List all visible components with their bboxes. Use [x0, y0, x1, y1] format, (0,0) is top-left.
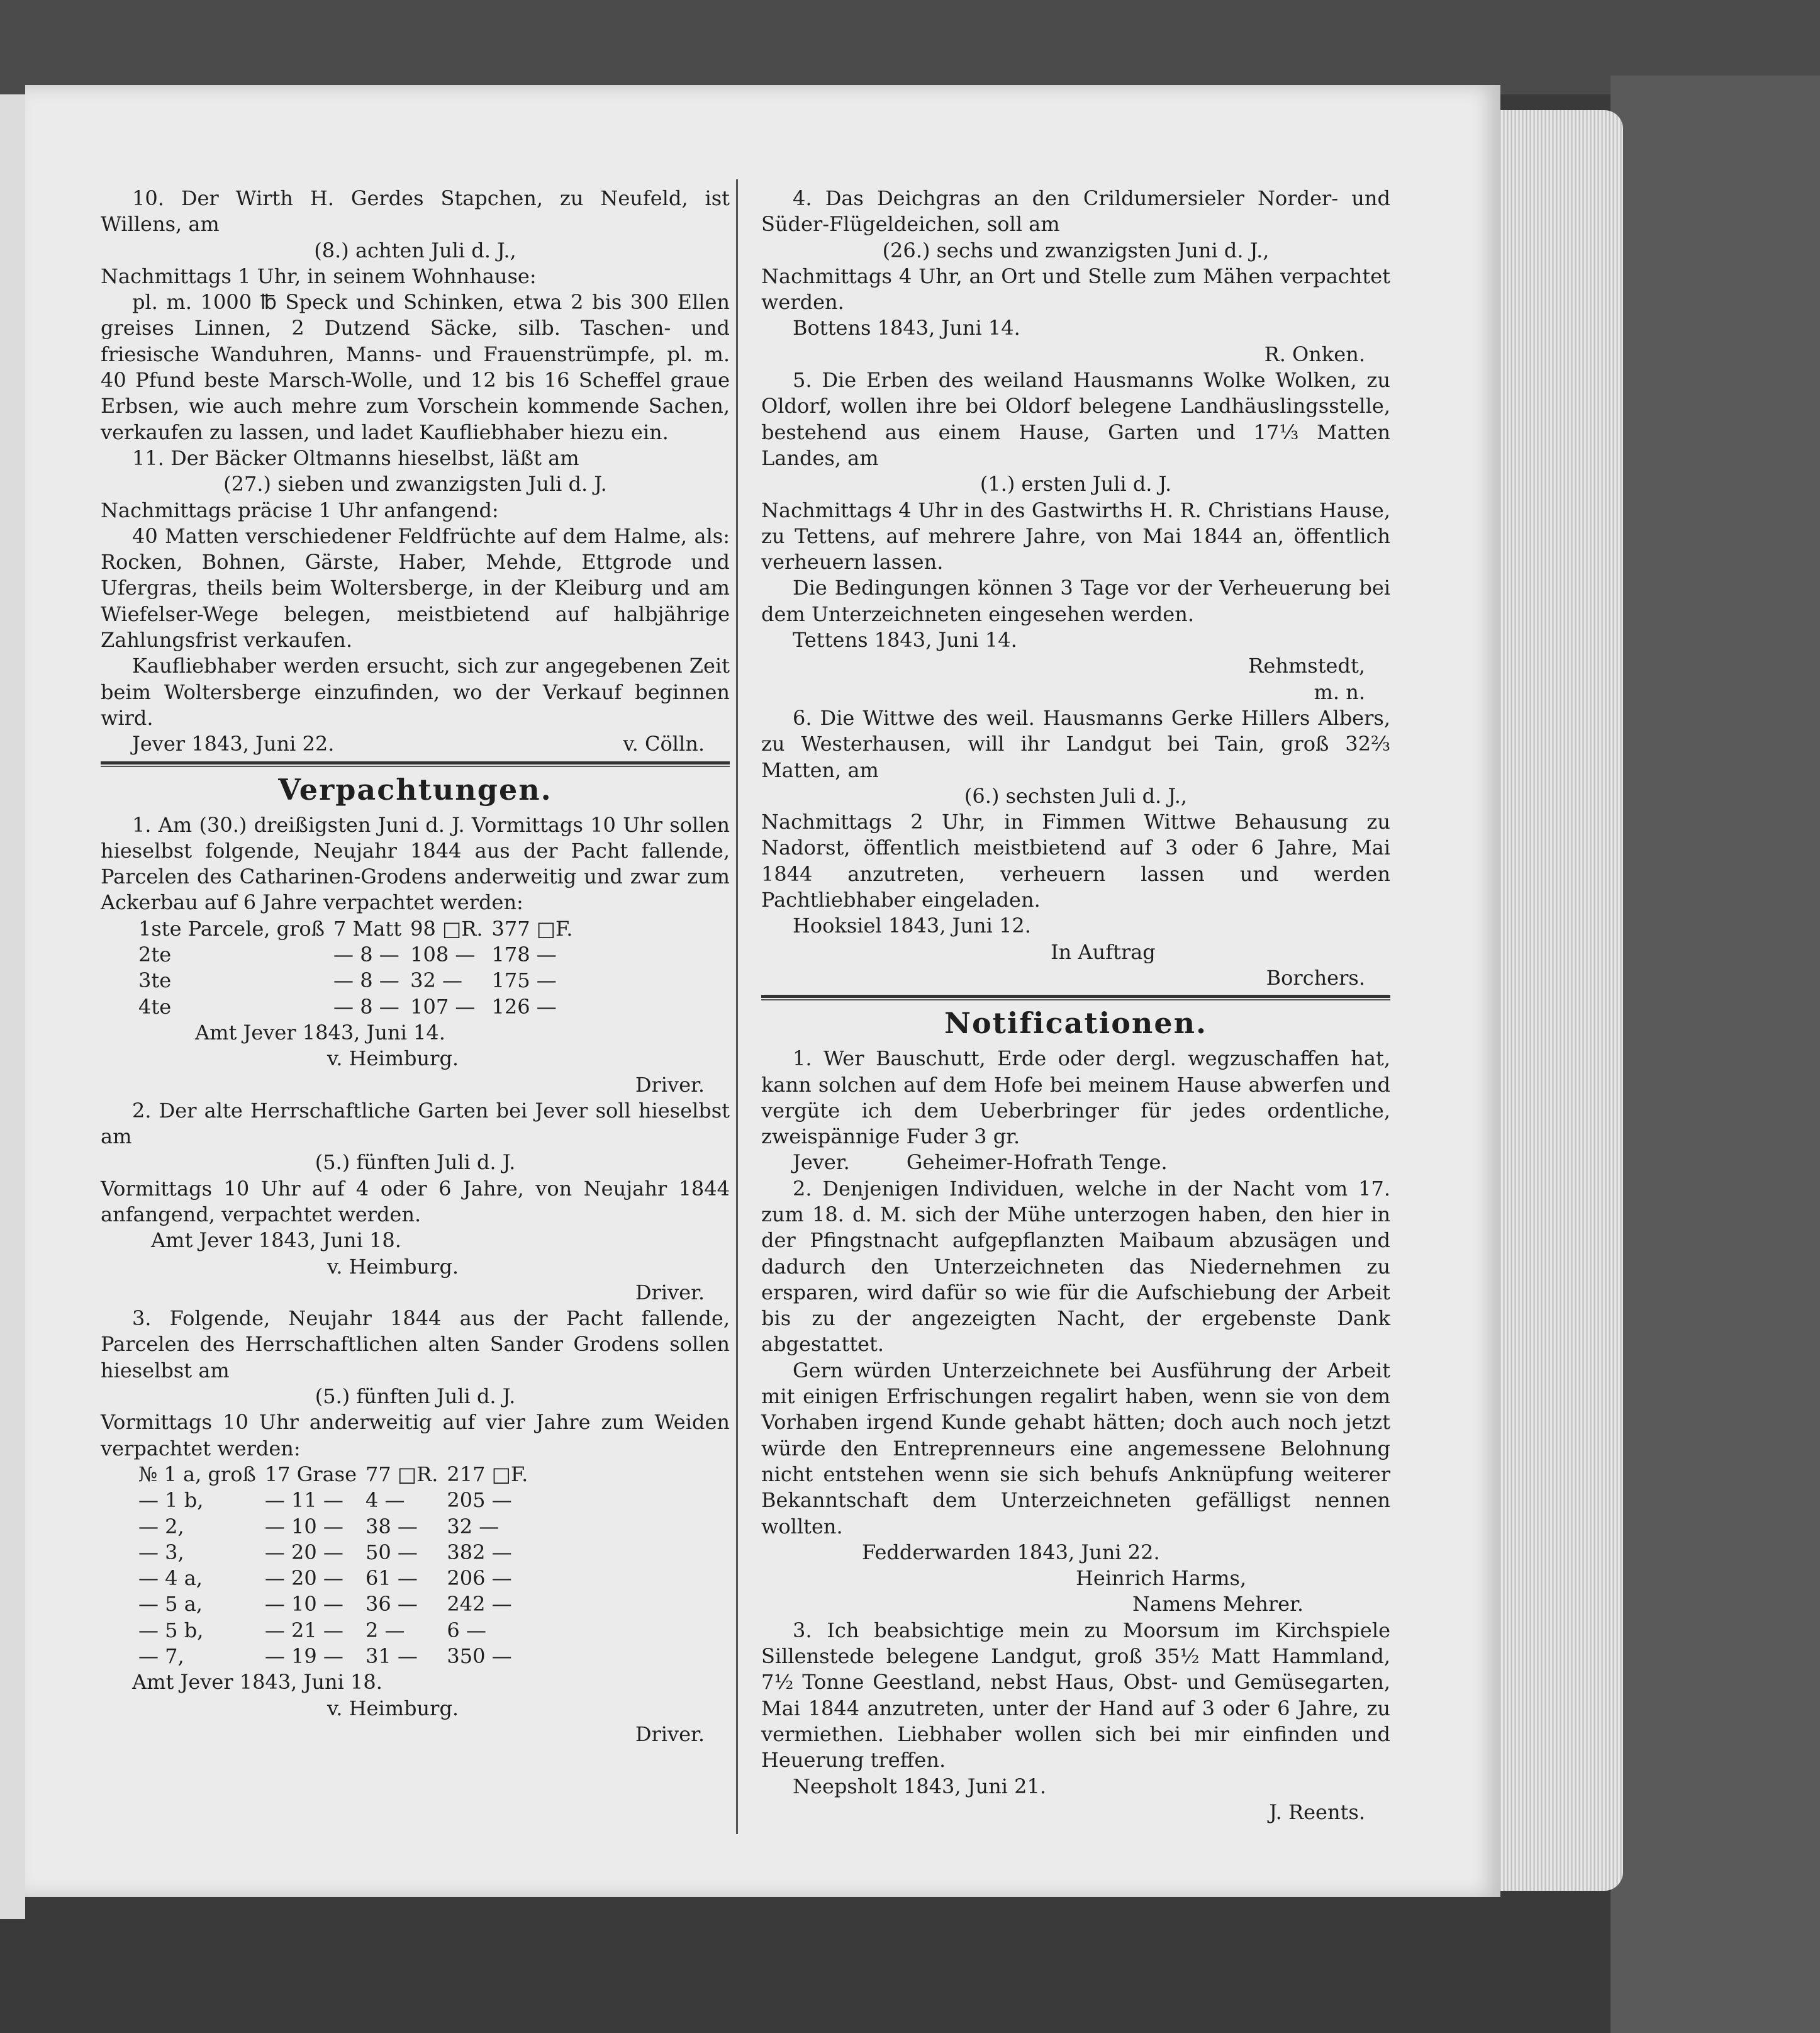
lease-3-parcel-cell: — 5 a, [138, 1592, 203, 1616]
lease-5-body: Nachmittags 4 Uhr in des Gastwirths H. R. Christians Hause, zu Tettens, auf mehrere Jahre, von Mai 1844 an, öffentlich verheuern lassen. [761, 498, 1390, 574]
ad-11-note: Kaufliebhaber werden ersucht, sich zur angegebenen Zeit beim Woltersberge einzufinden, wo der Verkauf beginnen wird. [101, 654, 730, 730]
book-cover-right [1611, 76, 1820, 2033]
lease-3-parcel-cell: 4 — [366, 1488, 405, 1513]
lease-6-date: (6.) sechsten Juli d. J., [964, 783, 1188, 808]
lease-1-parcel-cell: 1ste Parcele, groß [138, 916, 325, 941]
notice-3-place-date: Neepsholt 1843, Juni 21. [793, 1774, 1047, 1798]
lease-1-parcel-cell: 7 Matt [333, 916, 402, 941]
lease-3-parcel-cell: 242 — [447, 1592, 512, 1616]
ad-11-intro: 11. Der Bäcker Oltmanns hieselbst, läßt am [132, 445, 579, 470]
lease-2-place-date: Amt Jever 1843, Juni 18. [151, 1228, 401, 1253]
lease-3-parcel-cell: — 21 — [264, 1618, 343, 1642]
lease-2-signature-2: Driver. [635, 1280, 705, 1304]
lease-1-parcel-row [138, 968, 581, 994]
lease-6-signature-2: Borchers. [1266, 965, 1365, 990]
ad-11-place-date-text: Jever 1843, Juni 22. [132, 732, 335, 756]
lease-3-parcel-row [138, 1644, 537, 1669]
ad-10-date: (8.) achten Juli d. J., [314, 238, 516, 262]
ad-10-time: Nachmittags 1 Uhr, in seinem Wohnhause: [101, 264, 537, 288]
lease-1-parcel-cell: 32 — [410, 968, 462, 993]
lease-3-parcel-cell: 217 □F. [447, 1462, 528, 1486]
lease-4-date: (26.) sechs und zwanzigsten Juni d. J., [882, 238, 1270, 262]
notice-2-signature-1: Heinrich Harms, [1076, 1566, 1247, 1591]
section-rule [101, 761, 730, 764]
lease-4-text: 4. Das Deichgras an den Crildumersieler Norder- und Süder-Flügeldeichen, soll am [761, 186, 1390, 237]
right-column [761, 186, 1390, 1825]
lease-1-parcel-row [138, 994, 581, 1020]
ad-11-body: 40 Matten verschiedener Feldfrüchte auf dem Halme, als: Rocken, Bohnen, Gärste, Haber, Mehde, Ettgrode und Ufergras, theils beim Woltersberge, in der Kleiburg und am Wiefelser-Wege belegen, meistbietend auf halbjährige Zahlungsfrist verkaufen. [101, 524, 730, 652]
lease-1-parcel-cell: 98 □R. [410, 916, 483, 941]
lease-3-parcel-row [138, 1540, 537, 1565]
lease-1-parcel-cell: — 8 — [333, 943, 399, 967]
notice-1-signature: Geheimer-Hofrath Tenge. [906, 1150, 1168, 1175]
lease-3-parcel-row [138, 1565, 537, 1591]
notice-1-place: Jever. [793, 1150, 850, 1175]
lease-3-parcel-row [138, 1462, 537, 1487]
lease-2-signature-1: v. Heimburg. [327, 1254, 459, 1279]
section-rule-thin [101, 766, 730, 767]
lease-2-text: 2. Der alte Herrschaftliche Garten bei Jever soll hieselbst am [101, 1098, 730, 1149]
ad-11-signature: v. Cölln. [623, 732, 705, 756]
lease-5-signature: Rehmstedt, [1248, 654, 1365, 678]
lease-3-parcel-cell: — 10 — [264, 1514, 343, 1538]
lease-3-parcel-cell: № 1 a, groß [138, 1462, 256, 1486]
lease-1-parcel-cell: — 8 — [333, 968, 399, 993]
lease-3-parcel-cell: 2 — [366, 1618, 405, 1642]
lease-5-note: Die Bedingungen können 3 Tage vor der Verheuerung bei dem Unterzeichneten eingesehen werden. [761, 576, 1390, 626]
notice-1-text: 1. Wer Bauschutt, Erde oder dergl. wegzuschaffen hat, kann solchen auf dem Hofe bei meinem Hause abwerfen und vergüte ich dem Ueberbringer für jedes ordentliche, zweispännige Fuder 3 gr. [761, 1046, 1390, 1149]
page-edges [1497, 110, 1623, 1891]
facing-page-edge [0, 94, 25, 1919]
lease-3-parcel-cell: — 20 — [264, 1566, 343, 1591]
lease-1-parcel-cell: — 8 — [333, 994, 399, 1019]
lease-5-date: (1.) ersten Juli d. J. [980, 472, 1172, 496]
lease-1-signature-1: v. Heimburg. [327, 1046, 459, 1071]
lease-3-parcel-cell: 50 — [366, 1540, 418, 1564]
lease-3-parcel-cell: 6 — [447, 1618, 486, 1642]
lease-3-date: (5.) fünften Juli d. J. [315, 1384, 516, 1409]
ad-11-place-date [101, 731, 730, 757]
lease-3-parcel-row [138, 1487, 537, 1513]
lease-3-text: 3. Folgende, Neujahr 1844 aus der Pacht fallende, Parcelen des Herrschaftlichen alten Sander Grodens sollen hieselbst am [101, 1306, 730, 1382]
left-column [101, 186, 730, 1747]
lease-3-parcel-cell: — 19 — [264, 1644, 343, 1669]
lease-2-date: (5.) fünften Juli d. J. [315, 1150, 516, 1175]
lease-3-parcel-cell: 382 — [447, 1540, 512, 1564]
ad-11-time: Nachmittags präcise 1 Uhr anfangend: [101, 498, 499, 522]
lease-1-parcel-row [138, 942, 581, 968]
lease-5-text: 5. Die Erben des weiland Hausmanns Wolke Wolken, zu Oldorf, wollen ihre bei Oldorf belegene Landhäuslingsstelle, bestehend aus einem Hause, Garten und 17⅓ Matten Landes, am [761, 368, 1390, 470]
lease-3-parcel-cell: 32 — [447, 1514, 500, 1538]
book-cover-top [0, 0, 1820, 94]
lease-3-parcel-cell: — 7, [138, 1644, 184, 1669]
lease-1-text: 1. Am (30.) dreißigsten Juni d. J. Vormittags 10 Uhr sollen hieselbst folgende, Neujahr 1844 aus der Pacht fallende, Parcelen des Catharinen-Grodens anderweitig und zwar zum Ackerbau auf 6 Jahre verpachtet werden: [101, 812, 730, 915]
lease-3-signature-2: Driver. [635, 1722, 705, 1746]
lease-5-place-date: Tettens 1843, Juni 14. [793, 628, 1017, 652]
ad-11-date: (27.) sieben und zwanzigsten Juli d. J. [223, 472, 607, 496]
lease-6-place-date: Hooksiel 1843, Juni 12. [793, 914, 1031, 938]
lease-3-parcel-cell: — 10 — [264, 1592, 343, 1616]
notice-2-signature-2: Namens Mehrer. [1132, 1592, 1304, 1616]
lease-1-parcel-cell: 3te [138, 968, 172, 993]
lease-4-signature: R. Onken. [1264, 342, 1365, 366]
lease-3-place-date: Amt Jever 1843, Juni 18. [132, 1670, 382, 1694]
lease-1-parcel-cell: 2te [138, 943, 172, 967]
lease-6-body: Nachmittags 2 Uhr, in Fimmen Wittwe Behausung zu Nadorst, öffentlich meistbietend auf 3 oder 6 Jahre, Mai 1844 anzutreten, verheuern lassen und werden Pachtliebhaber eingeladen. [761, 810, 1390, 912]
lease-3-signature-1: v. Heimburg. [327, 1696, 459, 1720]
lease-6-text: 6. Die Wittwe des weil. Hausmanns Gerke Hillers Albers, zu Westerhausen, will ihr Landgut bei Tain, groß 32⅔ Matten, am [761, 705, 1390, 782]
section-heading-notificationen: Notificationen. [944, 1006, 1208, 1041]
lease-1-parcel-cell: 107 — [410, 994, 476, 1019]
lease-1-signature-2: Driver. [635, 1072, 705, 1097]
lease-3-parcel-row [138, 1514, 537, 1540]
lease-3-parcel-cell: — 2, [138, 1514, 184, 1538]
lease-3-parcel-cell: 36 — [366, 1592, 418, 1616]
lease-2-body: Vormittags 10 Uhr auf 4 oder 6 Jahre, von Neujahr 1844 anfangend, verpachtet werden. [101, 1176, 730, 1226]
lease-1-parcel-table [138, 916, 581, 1020]
lease-3-parcel-cell: 17 Grase [264, 1462, 357, 1486]
lease-3-parcel-cell: 77 □R. [366, 1462, 438, 1486]
lease-1-parcel-cell: 377 □F. [491, 916, 573, 941]
lease-1-parcel-cell: 108 — [410, 943, 476, 967]
lease-1-parcel-cell: 4te [138, 994, 172, 1019]
lease-3-body: Vormittags 10 Uhr anderweitig auf vier Jahre zum Weiden verpachtet werden: [101, 1410, 730, 1460]
newspaper-page [25, 85, 1500, 1897]
column-divider [736, 179, 738, 1834]
lease-1-place-date: Amt Jever 1843, Juni 14. [195, 1020, 445, 1045]
lease-3-parcel-cell: — 20 — [264, 1540, 343, 1564]
lease-4-place-date: Bottens 1843, Juni 14. [793, 316, 1020, 340]
lease-3-parcel-cell: — 1 b, [138, 1488, 204, 1513]
lease-3-parcel-cell: — 3, [138, 1540, 184, 1564]
section-rule-thin-2 [761, 999, 1390, 1000]
lease-3-parcel-row [138, 1591, 537, 1617]
lease-3-parcel-cell: 31 — [366, 1644, 418, 1669]
lease-1-parcel-row [138, 916, 581, 942]
notice-3-text: 3. Ich beabsichtige mein zu Moorsum im Kirchspiele Sillenstede belegene Landgut, groß 35½ Matt Hammland, 7½ Tonne Geestland, nebst Haus, Obst- und Gemüsegarten, Mai 1844 anzutreten, unter der Hand auf 3 oder 6 Jahre, zu vermiethen. Liebhaber wollen sich bei mir einfinden und Heuerung treffen. [761, 1618, 1390, 1773]
lease-4-body: Nachmittags 4 Uhr, an Ort und Stelle zum Mähen verpachtet werden. [761, 264, 1390, 315]
lease-1-parcel-cell: 178 — [491, 943, 557, 967]
lease-3-parcel-row [138, 1618, 537, 1644]
lease-1-parcel-cell: 175 — [491, 968, 557, 993]
notice-2-note: Gern würden Unterzeichnete bei Ausführung der Arbeit mit einigen Erfrischungen regalirt haben, wenn sie von dem Vorhaben irgend Kunde gehabt hätten; doch auch noch jetzt würde den Entreprenneurs eine angemessene Belohnung nicht entstehen wenn sie sich behufs Anknüpfung weiterer Bekanntschaft dem Unterzeichneten gefälligst nennen wollten. [761, 1358, 1390, 1538]
lease-3-parcel-cell: 350 — [447, 1644, 512, 1669]
notice-2-text: 2. Denjenigen Individuen, welche in der Nacht vom 17. zum 18. d. M. sich der Mühe unterzogen haben, den hier in der Pfingstnacht aufgepflanzten Maibaum abzusägen und dadurch den Unterzeichneten das Niedernehmen zu ersparen, wird dafür so wie für die Aufschiebung der Arbeit bis zu der angezeigten Nacht, der ergebenste Dank abgestattet. [761, 1176, 1390, 1357]
lease-6-signature-1: In Auftrag [1051, 939, 1156, 964]
notice-1-sign-line [761, 1150, 1390, 1175]
lease-3-parcel-cell: — 4 a, [138, 1566, 203, 1591]
lease-5-signature-2: m. n. [1314, 680, 1365, 704]
ad-10-intro: 10. Der Wirth H. Gerdes Stapchen, zu Neufeld, ist Willens, am [101, 186, 730, 237]
notice-2-place-date: Fedderwarden 1843, Juni 22. [862, 1540, 1160, 1564]
lease-3-parcel-cell: 205 — [447, 1488, 512, 1513]
ad-10-body: pl. m. 1000 ℔ Speck und Schinken, etwa 2 bis 300 Ellen greises Linnen, 2 Dutzend Säcke, silb. Taschen- und friesische Wanduhren, Manns- und Frauenstrümpfe, pl. m. 40 Pfund beste Marsch-Wolle, und 12 bis 16 Scheffel graue Erbsen, wie auch mehre zum Vorschein kommende Sachen, verkaufen zu lassen, und ladet Kaufliebhaber hiezu ein. [101, 290, 730, 444]
section-rule-2 [761, 995, 1390, 998]
notice-3-signature: J. Reents. [1269, 1800, 1365, 1824]
lease-1-parcel-cell: 126 — [491, 994, 557, 1019]
lease-3-parcel-table [138, 1462, 537, 1669]
lease-3-parcel-cell: — 5 b, [138, 1618, 204, 1642]
lease-3-parcel-cell: — 11 — [264, 1488, 343, 1513]
lease-3-parcel-cell: 206 — [447, 1566, 512, 1591]
lease-3-parcel-cell: 61 — [366, 1566, 418, 1591]
lease-3-parcel-cell: 38 — [366, 1514, 418, 1538]
section-heading-verpachtungen: Verpachtungen. [278, 772, 552, 807]
